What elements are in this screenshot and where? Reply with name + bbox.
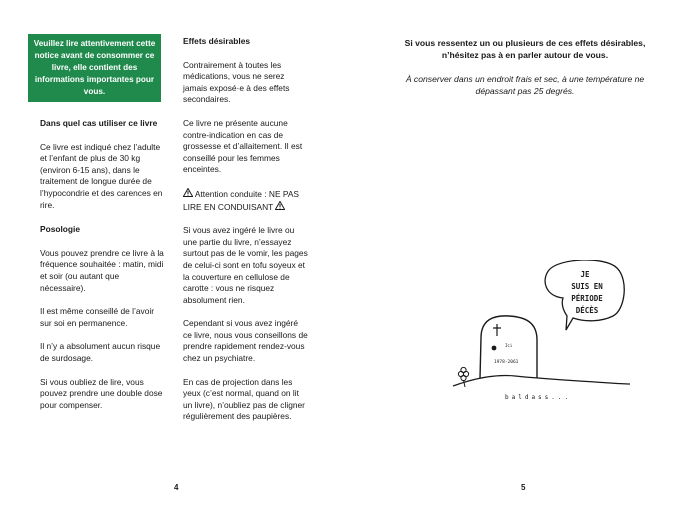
page-number: 4 [174,483,179,492]
column-effects [183,36,308,435]
tombstone-dates: 1978-2061 [494,360,519,365]
intro-text: Si vous ressentez un ou plusieurs de ces effets désirables, n’hésitez pas à en parler autour de vous. [404,38,646,61]
column-usage [40,118,164,423]
effects-paragraph: Cependant si vous avez ingéré ce livre, nous vous conseillons de prendre rapidement rendez-vous chez un psychiatre. [183,318,308,364]
effects-heading: Effets désirables [183,36,251,46]
effects-paragraph: Si vous avez ingéré le livre ou une partie du livre, n’essayez surtout pas de le vomir, les pages de celui-ci sont en tofu soyeux et la couverture en cellulose de carotte : vous ne risquez absolument rien. [183,225,308,305]
warning-icon [183,188,193,201]
ground-text: baldass... [505,394,572,401]
bubble-line: JE [580,270,590,279]
dosage-paragraph: Si vous oubliez de lire, vous pouvez prendre une double dose pour compenser. [40,376,163,410]
dosage-heading: Posologie [40,224,81,235]
dosage-paragraph: Il n’y a absolument aucun risque de surdosage. [40,341,161,363]
notice-text: Veuillez lire attentivement cette notice avant de consommer ce livre, elle contient des informations importantes pour vous. [33,39,156,96]
driving-warning-text: Attention conduite : NE PAS LIRE EN CONDUISANT [183,188,300,212]
effects-paragraph: En cas de projection dans les yeux (c’est normal, quand on lit un livre), n’oubliez pas de cligner régulièrement des paupières. [183,376,305,422]
warning-icon [275,201,285,214]
bubble-line: DÉCÈS [575,306,599,315]
usage-heading: Dans quel cas utiliser ce livre [40,118,158,128]
usage-text: Ce livre est indiqué chez l’adulte et l’enfant de plus de 30 kg (environ 6-15 ans), dans le traitement de longue durée de l’hypocondrie et des carences en rire. [40,141,163,210]
bubble-line: PÉRIODE [571,294,603,303]
effects-paragraph: Ce livre ne présente aucune contre-indication en cas de grossesse et d’allaitement. Il est conseillé pour les femmes enceintes. [183,117,303,175]
right-page [350,0,700,510]
dosage-paragraph: Vous pouvez prendre ce livre à la fréquence souhaitée : matin, midi et soir (ou autant que nécessaire). [40,247,164,293]
tombstone-text: Ici [505,343,513,348]
storage-text: À conserver dans un endroit frais et sec, à une température ne dépassant pas 25 degrés. [405,73,645,97]
dosage-paragraph: Il est même conseillé de l’avoir sur soi en permanence. [40,306,155,328]
notice-box [28,34,161,102]
bubble-line: SUIS EN [571,282,603,291]
page-number: 5 [521,483,526,492]
intro-block [390,37,660,98]
tombstone-illustration [445,260,645,410]
effects-paragraph: Contrairement à toutes les médications, vous ne serez jamais exposé·e à des effets secondaires. [183,59,290,105]
face-eye [492,346,497,351]
driving-warning [183,188,308,213]
